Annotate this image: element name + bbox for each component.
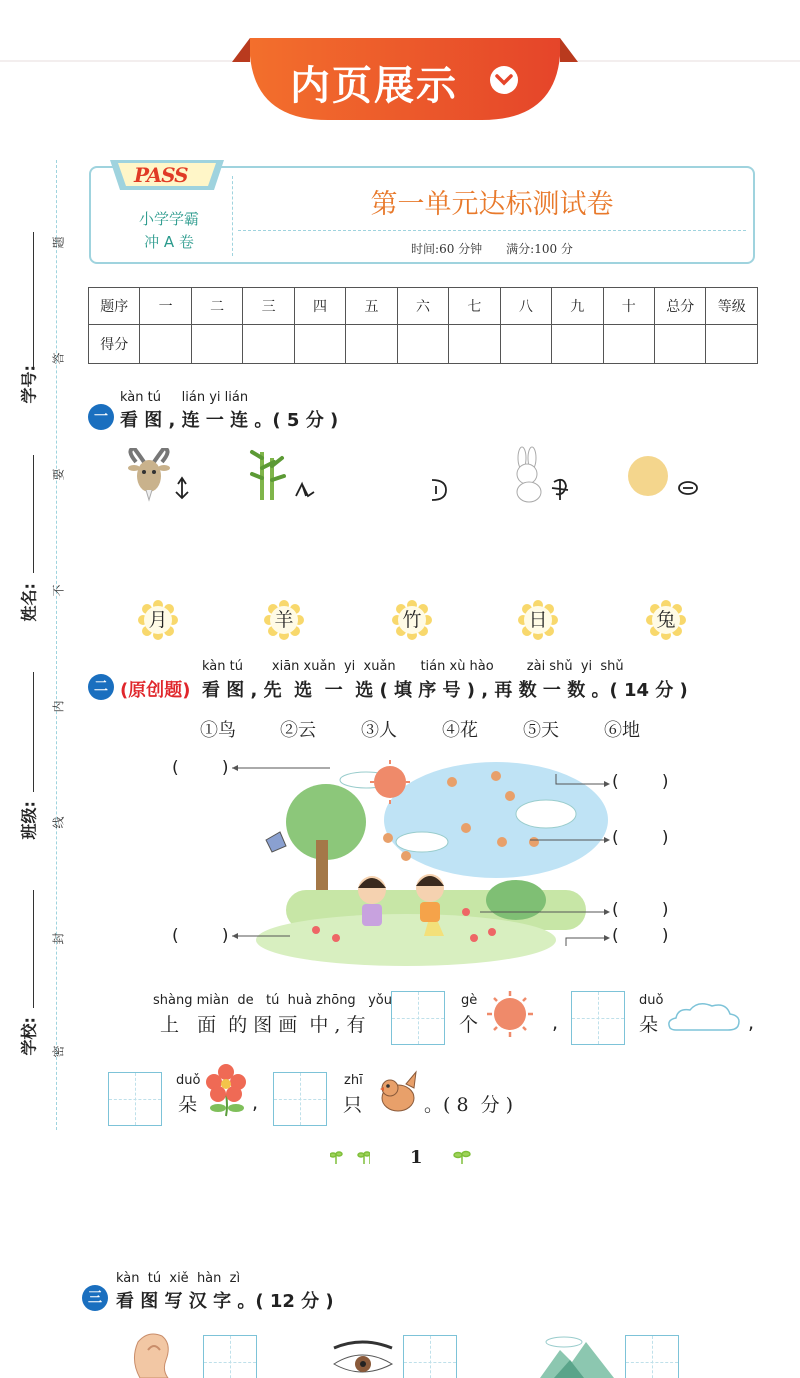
measure-word-duo: 朵 (178, 1094, 198, 1116)
writing-box-sun-count[interactable] (391, 991, 445, 1045)
option-bird: ①鸟 (200, 720, 236, 741)
seal-char: 题 (51, 236, 66, 249)
moon-icon (376, 450, 452, 504)
seal-char: 线 (51, 816, 66, 829)
table-row (89, 325, 758, 364)
character-bamboo: 竹 (402, 609, 422, 631)
seal-char: 封 (51, 932, 66, 945)
section2-score-note: 。( 8 分 ) (424, 1094, 514, 1116)
comma: , (748, 1012, 755, 1034)
class-line (33, 672, 34, 792)
cloud-icon (664, 998, 744, 1034)
sprout-icon (330, 1150, 370, 1166)
table-header: 六 (397, 288, 448, 325)
character-sheep: 羊 (274, 609, 294, 631)
writing-box-mountain[interactable] (625, 1335, 679, 1378)
answer-blank-flower[interactable]: ( ) (172, 926, 229, 946)
card-divider (232, 176, 233, 256)
score-cell[interactable] (706, 325, 758, 364)
card-rule (238, 230, 746, 231)
comma: , (552, 1012, 559, 1034)
binding-dash-line (56, 160, 57, 1130)
section3-pinyin: kàn tú xiě hàn zì (116, 1271, 241, 1286)
page-number: 1 (410, 1147, 423, 1168)
table-header: 题序 (89, 288, 140, 325)
sun-icon (486, 990, 534, 1038)
answer-blank-sky[interactable]: ( ) (612, 772, 669, 792)
ge-pinyin: gè (461, 993, 478, 1008)
character-moon: 月 (148, 609, 168, 631)
sun-icon (626, 454, 702, 500)
goat-icon (120, 448, 200, 506)
name-label: 姓名: (19, 583, 39, 622)
series-subname: 冲 A 卷 (144, 233, 194, 251)
option-cloud: ②云 (280, 720, 316, 741)
writing-box-bird-count[interactable] (273, 1072, 327, 1126)
score-cell[interactable] (397, 325, 448, 364)
character-sun: 日 (528, 609, 548, 631)
section1-pinyin: kàn tú lián yi lián (120, 390, 249, 405)
score-cell[interactable] (140, 325, 191, 364)
chevron-down-icon[interactable] (490, 66, 518, 94)
series-name: 小学学霸 (138, 210, 199, 228)
pass-logo: PASS (134, 163, 188, 187)
ear-icon (128, 1330, 178, 1378)
writing-box-ear[interactable] (203, 1335, 257, 1378)
table-header: 三 (243, 288, 294, 325)
score-cell[interactable] (552, 325, 603, 364)
option-sky: ⑤天 (523, 720, 559, 741)
section2-pinyin: kàn tú xiān xuǎn yi xuǎn tián xù hào zài shǔ yi shǔ (202, 659, 624, 674)
answer-blank-cloud[interactable]: ( ) (172, 758, 229, 778)
measure-word-duo: 朵 (639, 1014, 659, 1036)
answer-blank-person[interactable]: ( ) (612, 900, 669, 920)
table-header: 四 (294, 288, 345, 325)
score-cell[interactable] (346, 325, 397, 364)
score-cell[interactable] (603, 325, 654, 364)
bird-icon (376, 1070, 424, 1116)
table-header: 五 (346, 288, 397, 325)
writing-box-eye[interactable] (403, 1335, 457, 1378)
seal-char: 不 (51, 584, 66, 597)
table-header: 一 (140, 288, 191, 325)
option-flower: ④花 (442, 720, 478, 741)
table-header: 二 (191, 288, 242, 325)
comma: , (252, 1092, 259, 1114)
class-label: 班级: (19, 801, 39, 840)
school-label: 学校: (19, 1017, 39, 1056)
section2-tag: (原创题) (120, 680, 191, 701)
section1-number: 一 (88, 404, 114, 430)
section2-number: 二 (88, 674, 114, 700)
score-cell[interactable] (500, 325, 551, 364)
table-header: 七 (449, 288, 500, 325)
student-id-line (33, 232, 34, 370)
measure-word-ge: 个 (459, 1014, 479, 1036)
character-rabbit: 兔 (656, 609, 676, 631)
duo-pinyin: duǒ (176, 1073, 201, 1088)
seal-char: 要 (51, 468, 66, 481)
section3-title: 看 图 写 汉 字 。( 12 分 ) (116, 1291, 334, 1312)
flower-icon (204, 1064, 250, 1118)
writing-box-flower-count[interactable] (108, 1072, 162, 1126)
option-person: ③人 (361, 720, 397, 741)
exam-title: 第一单元达标测试卷 (370, 189, 614, 220)
score-row-label: 得分 (89, 325, 140, 364)
table-header: 等级 (706, 288, 758, 325)
score-cell[interactable] (449, 325, 500, 364)
mountain-icon (540, 1334, 614, 1378)
school-line (33, 890, 34, 1008)
duo-pinyin: duǒ (639, 993, 664, 1008)
bamboo-icon (248, 448, 320, 504)
sentence-text: 上 面 的 图 画 中 , 有 (160, 1014, 366, 1036)
table-header: 八 (500, 288, 551, 325)
table-row (89, 288, 758, 325)
sprout-icon (452, 1150, 472, 1166)
pointer-lines (230, 760, 650, 950)
student-id-label: 学号: (19, 365, 39, 404)
seal-char: 密 (51, 1045, 66, 1058)
score-cell[interactable] (654, 325, 705, 364)
seal-char: 内 (51, 700, 66, 713)
score-cell[interactable] (191, 325, 242, 364)
exam-meta: 时间:60 分钟 满分:100 分 (411, 242, 573, 256)
score-table (88, 287, 758, 364)
section3-number: 三 (82, 1285, 108, 1311)
measure-word-zhi: 只 (343, 1094, 363, 1116)
answer-blank-ground[interactable]: ( ) (612, 926, 669, 946)
section1-title: 看 图 , 连 一 连 。( 5 分 ) (120, 410, 339, 431)
zhi-pinyin: zhī (344, 1073, 363, 1088)
score-cell[interactable] (294, 325, 345, 364)
table-header: 九 (552, 288, 603, 325)
banner-title: 内页展示 (290, 63, 458, 109)
eye-icon (330, 1340, 396, 1378)
section2-title: 看 图 , 先 选 一 选 ( 填 序 号 ) , 再 数 一 数 。( 14 分 ) (202, 680, 688, 701)
rabbit-icon (508, 446, 578, 504)
writing-box-cloud-count[interactable] (571, 991, 625, 1045)
table-header: 十 (603, 288, 654, 325)
option-ground: ⑥地 (604, 720, 640, 741)
seal-char: 答 (51, 352, 66, 365)
score-cell[interactable] (243, 325, 294, 364)
table-header: 总分 (654, 288, 705, 325)
answer-blank-bird[interactable]: ( ) (612, 828, 669, 848)
sentence-pinyin: shàng miàn de tú huà zhōng yǒu (153, 993, 392, 1008)
name-line (33, 455, 34, 573)
